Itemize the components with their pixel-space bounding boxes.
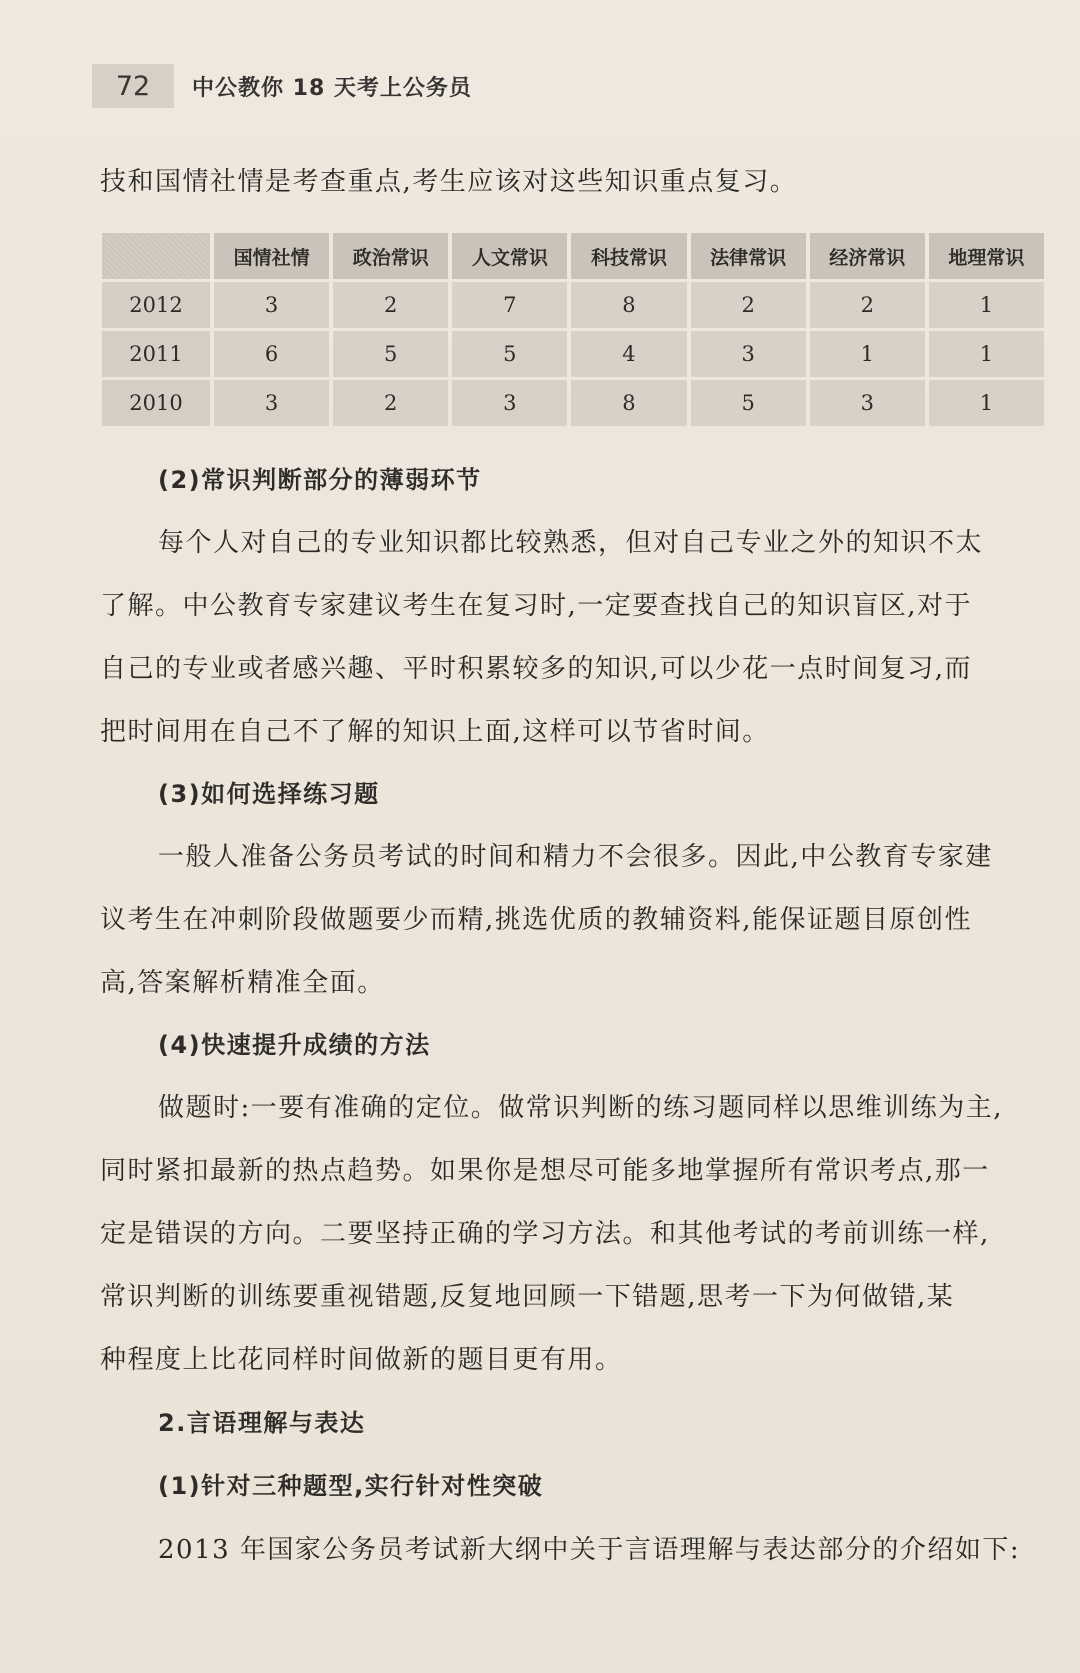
column-header: 地理常识	[929, 233, 1044, 279]
paragraph-line: 一般人准备公务员考试的时间和精力不会很多。因此,中公教育专家建	[158, 842, 993, 872]
table-cell: 1	[810, 331, 925, 377]
paragraph-line: 把时间用在自己不了解的知识上面,这样可以节省时间。	[100, 717, 770, 747]
year-cell: 2012	[102, 282, 210, 328]
table-cell: 2	[810, 282, 925, 328]
chapter-section-heading: 2.言语理解与表达	[158, 1409, 366, 1437]
year-cell: 2011	[102, 331, 210, 377]
table-cell: 8	[571, 282, 686, 328]
paragraph-line: 自己的专业或者感兴趣、平时积累较多的知识,可以少花一点时间复习,而	[100, 654, 973, 684]
table-cell: 3	[452, 380, 567, 426]
section-heading: (1)针对三种题型,实行针对性突破	[158, 1472, 544, 1500]
table-cell: 7	[452, 282, 567, 328]
table-cell: 1	[929, 282, 1044, 328]
table-row	[102, 282, 1044, 328]
section-heading: (2)常识判断部分的薄弱环节	[158, 466, 482, 494]
intro-line: 技和国情社情是考查重点,考生应该对这些知识重点复习。	[100, 167, 798, 197]
table-cell: 2	[333, 380, 448, 426]
paragraph-line: 了解。中公教育专家建议考生在复习时,一定要查找自己的知识盲区,对于	[100, 591, 973, 621]
paragraph-line: 高,答案解析精准全面。	[100, 968, 385, 998]
table-corner-cell	[102, 233, 210, 279]
table-cell: 5	[452, 331, 567, 377]
table-cell: 3	[691, 331, 806, 377]
table-cell: 3	[214, 282, 329, 328]
table-cell: 5	[333, 331, 448, 377]
paragraph-line: 议考生在冲刺阶段做题要少而精,挑选优质的教辅资料,能保证题目原创性	[100, 905, 973, 935]
section-heading: (4)快速提升成绩的方法	[158, 1031, 431, 1059]
table-cell: 3	[214, 380, 329, 426]
table-cell: 2	[691, 282, 806, 328]
paragraph-line: 同时紧扣最新的热点趋势。如果你是想尽可能多地掌握所有常识考点,那一	[100, 1156, 990, 1186]
section-heading: (3)如何选择练习题	[158, 780, 380, 808]
page-number: 72	[92, 64, 174, 108]
table-cell: 8	[571, 380, 686, 426]
column-header: 政治常识	[333, 233, 448, 279]
table-header-row	[102, 233, 1044, 279]
column-header: 法律常识	[691, 233, 806, 279]
column-header: 科技常识	[571, 233, 686, 279]
paragraph-line: 常识判断的训练要重视错题,反复地回顾一下错题,思考一下为何做错,某	[100, 1282, 955, 1312]
table-cell: 6	[214, 331, 329, 377]
running-title: 中公教你 18 天考上公务员	[192, 75, 472, 101]
column-header: 国情社情	[214, 233, 329, 279]
column-header: 经济常识	[810, 233, 925, 279]
paragraph-line: 2013 年国家公务员考试新大纲中关于言语理解与表达部分的介绍如下:	[158, 1535, 1021, 1565]
paragraph-line: 定是错误的方向。二要坚持正确的学习方法。和其他考试的考前训练一样,	[100, 1219, 990, 1249]
table-row	[102, 331, 1044, 377]
page-header	[92, 62, 472, 110]
paragraph-line: 做题时:一要有准确的定位。做常识判断的练习题同样以思维训练为主,	[158, 1093, 1004, 1123]
statistics-table	[98, 230, 1048, 429]
table-cell: 1	[929, 380, 1044, 426]
paragraph-line: 每个人对自己的专业知识都比较熟悉，但对自己专业之外的知识不太	[158, 528, 984, 558]
table-cell: 2	[333, 282, 448, 328]
table-cell: 4	[571, 331, 686, 377]
table-cell: 1	[929, 331, 1044, 377]
paragraph-line: 种程度上比花同样时间做新的题目更有用。	[100, 1345, 623, 1375]
table-cell: 5	[691, 380, 806, 426]
table-row	[102, 380, 1044, 426]
table-cell: 3	[810, 380, 925, 426]
column-header: 人文常识	[452, 233, 567, 279]
year-cell: 2010	[102, 380, 210, 426]
